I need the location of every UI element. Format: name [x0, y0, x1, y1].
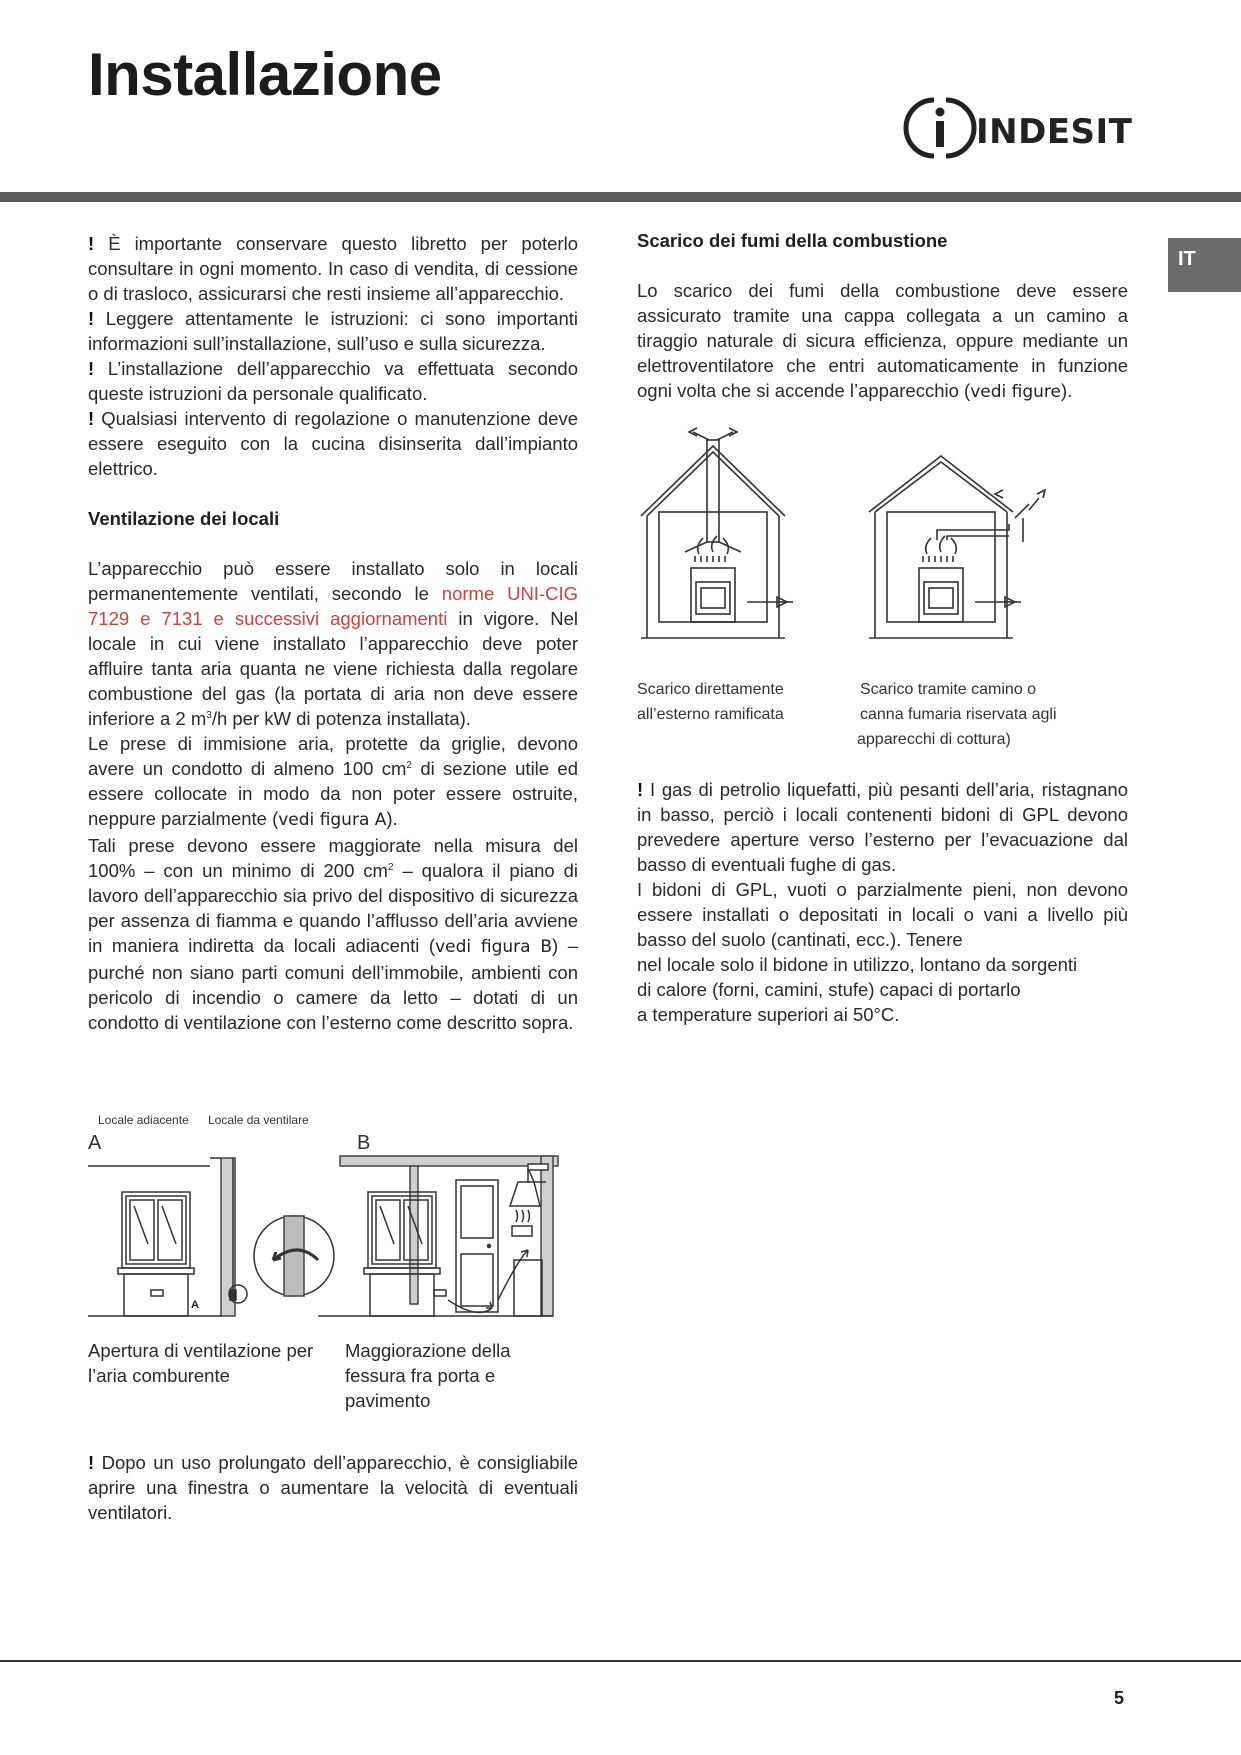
caption-line: canna fumaria riservata agli	[860, 706, 1057, 723]
text: Lo scarico dei fumi della combustione deve essere assicurato tramite una cappa collegata a un camino a tiraggio naturale di sicura efficienza, oppure mediante un elettroventilatore che entri automaticamente in funzione ogni volta che si accende l’apparecchio (	[637, 280, 1128, 401]
figure-a-reference: vedi figura A	[278, 810, 387, 830]
intro-paragraph-1	[88, 231, 578, 306]
gpl-line-3: nel locale solo il bidone in utilizzo, lontano da sorgenti	[637, 954, 1078, 975]
exhaust-figure-1-drawing	[641, 428, 793, 638]
ventilation-paragraph-1	[88, 556, 578, 731]
page-title: Installazione	[88, 41, 442, 108]
text: L’apparecchio può essere installato solo in locali permanentemente ventilati, secondo le	[88, 558, 578, 604]
caption-line: Scarico direttamente	[637, 681, 784, 698]
text: ).	[1061, 380, 1073, 401]
label-room-to-ventilate: Locale da ventilare	[208, 1113, 309, 1127]
exhaust-figure-2-caption	[857, 677, 1057, 752]
gpl-paragraph-2: I bidoni di GPL, vuoti o parzialmente pieni, non devono essere installati o depositati in locali o vani a livello più basso del suolo (cantinati, ecc.). Tenere	[637, 879, 1128, 950]
text: ) – purché non siano parti comuni dell’immobile, ambienti con pericolo di incendio o camere da letto – dotati di un condotto di ventilazione con l’esterno come descritto sopra.	[88, 935, 578, 1033]
gpl-paragraph-1	[637, 777, 1128, 877]
footer-rule	[0, 1660, 1241, 1662]
figure-a-letter: A	[88, 1132, 102, 1154]
intro-text-1: È importante conservare questo libretto per poterlo consultare in ogni momento. In caso di vendita, di cessione o di trasloco, assicurarsi che resti insieme all’apparecchio.	[88, 233, 578, 304]
exhaust-figure-2-drawing	[869, 456, 1045, 638]
text: – qualora il piano di lavoro dell’apparecchio sia privo del dispositivo di sicurezza per assenza di fiamma e quando l’afflusso dell’aria avviene in maniera indiretta da locali adiacenti (	[88, 860, 578, 956]
text: ).	[386, 808, 398, 829]
label-adjacent-room: Locale adiacente	[98, 1113, 189, 1127]
caption-line: Scarico tramite camino o	[860, 681, 1037, 698]
ventilation-paragraph-2	[88, 731, 578, 833]
indesit-logo	[912, 96, 1132, 160]
intro-paragraph-4	[88, 406, 578, 481]
caption-line: all’esterno ramificata	[637, 706, 784, 723]
superscript: 2	[406, 759, 412, 771]
language-tab: IT	[1168, 238, 1241, 292]
warning-mark: !	[88, 1452, 95, 1473]
figure-b-letter: B	[357, 1132, 371, 1154]
text: di sezione utile ed essere collocate in modo da non poter essere ostruite, neppure parzialmente (	[88, 758, 578, 829]
exhaust-figures-illustration	[637, 428, 1057, 653]
gpl-line-4: di calore (forni, camini, stufe) capaci di portarlo	[637, 979, 1021, 1000]
text: in vigore. Nel locale in cui viene installato l’apparecchio deve poter affluire tanta aria quanta ne viene richiesta dalla regolare combustione del gas (la portata di aria non deve essere inferiore a 2 m	[88, 608, 578, 729]
page-number: 5	[1114, 1688, 1125, 1708]
final-note	[88, 1450, 578, 1525]
caption-line: apparecchi di cottura)	[857, 731, 1011, 748]
right-column	[637, 228, 1128, 405]
superscript: 2	[387, 861, 394, 873]
intro-text-3: L’installazione dell’apparecchio va effettuata secondo queste istruzioni da personale qualificato.	[88, 358, 578, 404]
exhaust-heading: Scarico dei fumi della combustione	[637, 230, 948, 251]
indesit-logo-mark-icon	[912, 96, 1132, 160]
figure-a-caption: Apertura di ventilazione per l’aria comburente	[88, 1340, 314, 1386]
gpl-text-1: I gas di petrolio liquefatti, più pesanti dell’aria, ristagnano in basso, perciò i locali contenenti bidoni di GPL devono prevedere aperture verso l’esterno per l’evacuazione dal basso di eventuali fughe di gas.	[637, 779, 1128, 875]
brand-wordmark: INDESIT	[976, 112, 1133, 152]
warning-mark: !	[88, 233, 95, 254]
figure-a-marker: A	[191, 1299, 199, 1311]
superscript: 3	[206, 709, 212, 721]
figures-reference: vedi figure	[970, 382, 1061, 402]
figure-b-drawing	[318, 1156, 558, 1316]
intro-paragraph-3	[88, 356, 578, 406]
warning-mark: !	[88, 358, 95, 379]
ventilation-heading: Ventilazione dei locali	[88, 508, 280, 529]
warning-mark: !	[637, 779, 644, 800]
final-note-text: Dopo un uso prolungato dell’apparecchio, è consigliabile aprire una finestra o aumentare la velocità di eventuali ventilatori.	[88, 1452, 578, 1523]
warning-mark: !	[88, 308, 95, 329]
exhaust-paragraph	[637, 278, 1128, 405]
text: Le prese di immisione aria, protette da griglie, devono avere un condotto di almeno 100 cm	[88, 733, 578, 779]
figure-b-caption: Maggiorazione della fessura fra porta e pavimento	[345, 1340, 511, 1411]
left-column	[88, 231, 578, 1035]
intro-text-2: Leggere attentamente le istruzioni: ci sono importanti informazioni sull’installazione, sull’uso e sulla sicurezza.	[88, 308, 578, 354]
ventilation-paragraph-3	[88, 833, 578, 1035]
intro-paragraph-2	[88, 306, 578, 356]
text: /h per kW di potenza installata).	[211, 708, 471, 729]
warning-mark: !	[88, 408, 95, 429]
norms-reference: norme UNI-CIG 7129 e 7131 e successivi aggiornamenti	[88, 583, 579, 629]
figure-a-drawing	[88, 1158, 334, 1316]
figure-b-reference: vedi figura B	[435, 937, 553, 957]
gpl-line-5: a temperature superiori ai 50°C.	[637, 1004, 900, 1025]
exhaust-figure-1-caption	[637, 677, 784, 727]
gpl-section	[637, 777, 1128, 1027]
header-rule	[0, 192, 1241, 202]
ventilation-figures-illustration	[88, 1150, 578, 1325]
intro-text-4: Qualsiasi intervento di regolazione o manutenzione deve essere eseguito con la cucina disinserita dall’impianto elettrico.	[88, 408, 578, 479]
text: Tali prese devono essere maggiorate nella misura del 100% – con un minimo di 200 cm	[88, 835, 578, 881]
